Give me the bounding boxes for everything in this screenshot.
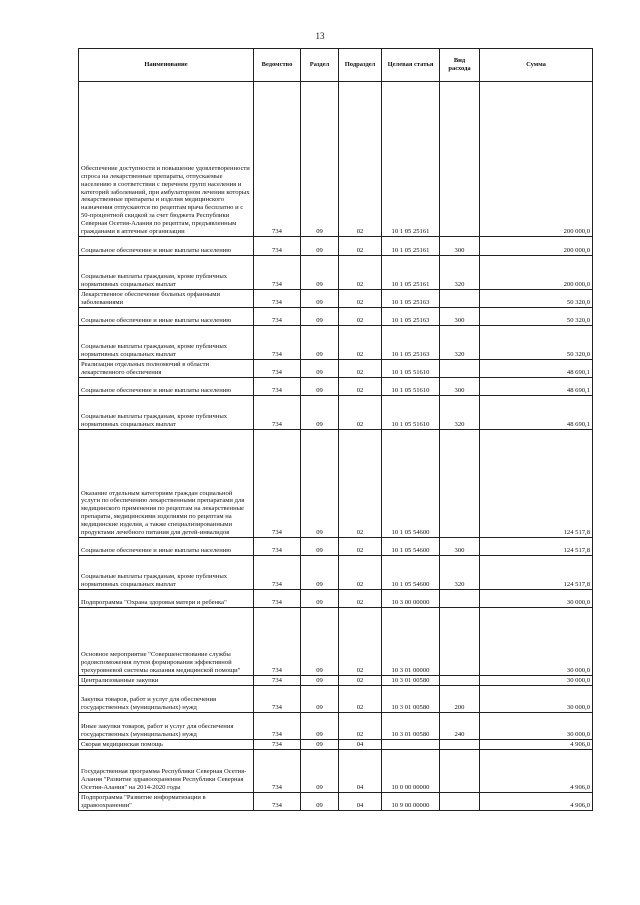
- cell-name: [79, 378, 254, 396]
- cell-podrazdel: 02: [339, 538, 382, 556]
- cell-summa: 48 690,1: [480, 360, 593, 378]
- cell-vedomstvo: 734: [254, 750, 301, 793]
- cell-summa: 50 320,0: [480, 308, 593, 326]
- row-name-text: Лекарственное обеспечение больных орфанными заболеваниями: [81, 291, 220, 307]
- cell-razdel: 09: [301, 430, 339, 538]
- cell-podrazdel: 02: [339, 686, 382, 713]
- cell-vid: 240: [440, 713, 480, 740]
- table-header-row: [79, 49, 593, 82]
- cell-summa: 4 906,0: [480, 740, 593, 750]
- cell-statya: 10 1 05 51610: [382, 378, 440, 396]
- cell-name: [79, 676, 254, 686]
- table-row: [79, 326, 593, 360]
- cell-podrazdel: 02: [339, 256, 382, 290]
- page-number: 13: [315, 31, 325, 41]
- cell-podrazdel: 02: [339, 82, 382, 237]
- row-name-text: Социальное обеспечение и иные выплаты населению: [81, 247, 232, 255]
- budget-table: [78, 48, 593, 811]
- cell-vedomstvo: 734: [254, 256, 301, 290]
- table-row: [79, 290, 593, 308]
- header-podrazdel: Подраздел: [339, 49, 382, 82]
- cell-statya: 10 3 01 00580: [382, 713, 440, 740]
- cell-razdel: 09: [301, 396, 339, 430]
- cell-vid: [440, 740, 480, 750]
- cell-podrazdel: 04: [339, 750, 382, 793]
- cell-summa: 30 000,0: [480, 608, 593, 676]
- row-name-text: Закупка товаров, работ и услуг для обеспечения государственных (муниципальных) нужд: [81, 696, 217, 712]
- cell-vedomstvo: 734: [254, 308, 301, 326]
- table-row: [79, 378, 593, 396]
- cell-vedomstvo: 734: [254, 608, 301, 676]
- cell-summa: 200 000,0: [480, 256, 593, 290]
- table-row: [79, 713, 593, 740]
- cell-vedomstvo: 734: [254, 793, 301, 811]
- cell-name: [79, 237, 254, 256]
- row-name-text: Основное мероприятие "Совершенствование службы родовспоможения путем формирования эффективной трехуровневой системы оказания медицинской помощи": [81, 651, 241, 675]
- cell-razdel: 09: [301, 82, 339, 237]
- row-name-text: Иные закупки товаров, работ и услуг для обеспечения государственных (муниципальных) нужд: [81, 723, 234, 739]
- row-name-text: Социальное обеспечение и иные выплаты населению: [81, 547, 232, 555]
- row-name-text: Государственная программа Республики Северная Осетия-Алания "Развитие здравоохранения Республики Северная Осетия-Алания" на 2014-2020 годы: [81, 768, 247, 792]
- row-name-text: Социальные выплаты гражданам, кроме публичных нормативных социальных выплат: [81, 273, 228, 289]
- cell-vedomstvo: 734: [254, 396, 301, 430]
- cell-vid: [440, 793, 480, 811]
- cell-vid: 320: [440, 396, 480, 430]
- cell-name: [79, 740, 254, 750]
- cell-razdel: 09: [301, 538, 339, 556]
- cell-name: [79, 430, 254, 538]
- cell-razdel: 09: [301, 686, 339, 713]
- cell-name: [79, 256, 254, 290]
- row-name-text: Социальные выплаты гражданам, кроме публичных нормативных социальных выплат: [81, 413, 228, 429]
- cell-statya: 10 1 05 25163: [382, 290, 440, 308]
- row-name-text: Скорая медицинская помощь: [81, 741, 163, 749]
- cell-summa: 4 906,0: [480, 793, 593, 811]
- cell-vid: 320: [440, 556, 480, 590]
- cell-name: [79, 396, 254, 430]
- cell-razdel: 09: [301, 590, 339, 608]
- cell-razdel: 09: [301, 290, 339, 308]
- cell-razdel: 09: [301, 750, 339, 793]
- cell-vedomstvo: 734: [254, 590, 301, 608]
- cell-name: [79, 713, 254, 740]
- cell-summa: 124 517,8: [480, 538, 593, 556]
- cell-podrazdel: 02: [339, 676, 382, 686]
- cell-podrazdel: 02: [339, 378, 382, 396]
- row-name-text: Реализация отдельных полномочий в области лекарственного обеспечения: [81, 361, 210, 377]
- table-row: [79, 686, 593, 713]
- cell-name: [79, 590, 254, 608]
- cell-vid: [440, 290, 480, 308]
- cell-vedomstvo: 734: [254, 713, 301, 740]
- header-vedomstvo: Ведомство: [254, 49, 301, 82]
- header-vid: Вид расхода: [440, 49, 480, 82]
- cell-podrazdel: 02: [339, 290, 382, 308]
- table-row: [79, 237, 593, 256]
- cell-vedomstvo: 734: [254, 430, 301, 538]
- cell-name: [79, 793, 254, 811]
- cell-vid: [440, 750, 480, 793]
- cell-vid: 200: [440, 686, 480, 713]
- cell-razdel: 09: [301, 740, 339, 750]
- table-row: [79, 308, 593, 326]
- header-summa: Сумма: [480, 49, 593, 82]
- cell-vedomstvo: 734: [254, 686, 301, 713]
- cell-name: [79, 326, 254, 360]
- row-name-text: Социальные выплаты гражданам, кроме публичных нормативных социальных выплат: [81, 343, 228, 359]
- cell-statya: 10 3 01 00000: [382, 608, 440, 676]
- cell-vid: 300: [440, 378, 480, 396]
- row-name-text: Социальное обеспечение и иные выплаты населению: [81, 317, 232, 325]
- table-row: [79, 256, 593, 290]
- cell-vid: [440, 608, 480, 676]
- table-row: [79, 396, 593, 430]
- cell-summa: 124 517,8: [480, 556, 593, 590]
- cell-statya: 10 1 05 25161: [382, 256, 440, 290]
- cell-vedomstvo: 734: [254, 378, 301, 396]
- cell-statya: 10 1 05 25163: [382, 308, 440, 326]
- table-body: [79, 82, 593, 811]
- cell-vid: 300: [440, 237, 480, 256]
- row-name-text: Обеспечение доступности и повышение удовлетворенности спроса на лекарственные препараты, отпускаемые населению в соответствии с перечнем групп населения и категорий заболеваний, при амбулаторном лечении которых лекарственные препараты и изделия медицинского назначения отпускаются по рецептам врача бесплатно и с 50-процентной скидкой за счет бюджета Республики Северная Осетия-Алания по рецептам, предъявленным гражданами в аптечные организации: [81, 164, 250, 236]
- cell-summa: 200 000,0: [480, 237, 593, 256]
- cell-vedomstvo: 734: [254, 538, 301, 556]
- cell-statya: 10 9 00 00000: [382, 793, 440, 811]
- cell-vedomstvo: 734: [254, 326, 301, 360]
- cell-vedomstvo: 734: [254, 290, 301, 308]
- row-name-text: Оказание отдельным категориям граждан социальной услуги по обеспечению лекарственными препаратами для медицинского применения по рецептам на лекарственные препараты, медицинскими изделиями по рецептам на медицинские изделия, а также специализированными продуктами лечебного питания для детей-инвалидов: [81, 489, 245, 537]
- cell-vid: [440, 360, 480, 378]
- cell-statya: 10 1 05 54600: [382, 556, 440, 590]
- cell-podrazdel: 02: [339, 326, 382, 360]
- table-row: [79, 430, 593, 538]
- cell-vid: 300: [440, 308, 480, 326]
- cell-name: [79, 290, 254, 308]
- table-row: [79, 740, 593, 750]
- cell-statya: 10 1 05 25161: [382, 82, 440, 237]
- cell-summa: 200 000,0: [480, 82, 593, 237]
- cell-statya: 10 3 01 00580: [382, 676, 440, 686]
- cell-statya: 10 1 05 54600: [382, 538, 440, 556]
- cell-podrazdel: 02: [339, 590, 382, 608]
- cell-summa: 4 906,0: [480, 750, 593, 793]
- cell-statya: 10 1 05 25161: [382, 237, 440, 256]
- cell-name: [79, 556, 254, 590]
- cell-podrazdel: 02: [339, 360, 382, 378]
- cell-razdel: 09: [301, 360, 339, 378]
- cell-statya: 10 1 05 25163: [382, 326, 440, 360]
- cell-razdel: 09: [301, 676, 339, 686]
- cell-name: [79, 750, 254, 793]
- cell-podrazdel: 02: [339, 308, 382, 326]
- cell-razdel: 09: [301, 326, 339, 360]
- cell-name: [79, 308, 254, 326]
- cell-razdel: 09: [301, 793, 339, 811]
- row-name-text: Социальные выплаты гражданам, кроме публичных нормативных социальных выплат: [81, 573, 228, 589]
- cell-summa: 30 000,0: [480, 713, 593, 740]
- table-row: [79, 750, 593, 793]
- cell-summa: 50 320,0: [480, 326, 593, 360]
- cell-vedomstvo: 734: [254, 740, 301, 750]
- cell-name: [79, 608, 254, 676]
- table-row: [79, 556, 593, 590]
- row-name-text: Подпрограмма "Развитие информатизации в здравоохранении": [81, 794, 206, 810]
- cell-summa: 48 690,1: [480, 396, 593, 430]
- cell-razdel: 09: [301, 237, 339, 256]
- table-row: [79, 608, 593, 676]
- header-name: Наименование: [79, 49, 254, 82]
- cell-podrazdel: 02: [339, 556, 382, 590]
- cell-vedomstvo: 734: [254, 676, 301, 686]
- cell-podrazdel: 02: [339, 396, 382, 430]
- cell-summa: 30 000,0: [480, 676, 593, 686]
- cell-name: [79, 538, 254, 556]
- cell-podrazdel: 02: [339, 430, 382, 538]
- cell-statya: 10 3 00 00000: [382, 590, 440, 608]
- cell-podrazdel: 02: [339, 237, 382, 256]
- cell-podrazdel: 04: [339, 793, 382, 811]
- table-row: [79, 538, 593, 556]
- cell-name: [79, 360, 254, 378]
- cell-vid: [440, 676, 480, 686]
- row-name-text: Социальное обеспечение и иные выплаты населению: [81, 387, 232, 395]
- cell-vid: 300: [440, 538, 480, 556]
- cell-razdel: 09: [301, 256, 339, 290]
- cell-summa: 48 690,1: [480, 378, 593, 396]
- cell-statya: 10 1 05 51610: [382, 360, 440, 378]
- cell-vedomstvo: 734: [254, 82, 301, 237]
- cell-vid: 320: [440, 326, 480, 360]
- cell-vid: [440, 430, 480, 538]
- cell-razdel: 09: [301, 378, 339, 396]
- table-row: [79, 793, 593, 811]
- cell-vid: [440, 590, 480, 608]
- cell-vedomstvo: 734: [254, 237, 301, 256]
- row-name-text: Централизованные закупки: [81, 677, 159, 685]
- row-name-text: Подпрограмма "Охрана здоровья матери и ребенка": [81, 599, 227, 607]
- cell-vedomstvo: 734: [254, 360, 301, 378]
- cell-vid: 320: [440, 256, 480, 290]
- cell-razdel: 09: [301, 713, 339, 740]
- cell-statya: [382, 740, 440, 750]
- header-statya: Целевая статья: [382, 49, 440, 82]
- cell-summa: 50 320,0: [480, 290, 593, 308]
- cell-summa: 124 517,8: [480, 430, 593, 538]
- table-row: [79, 676, 593, 686]
- cell-summa: 30 000,0: [480, 686, 593, 713]
- header-razdel: Раздел: [301, 49, 339, 82]
- cell-name: [79, 82, 254, 237]
- cell-statya: 10 3 01 00580: [382, 686, 440, 713]
- cell-razdel: 09: [301, 556, 339, 590]
- table-row: [79, 82, 593, 237]
- table-row: [79, 590, 593, 608]
- cell-podrazdel: 02: [339, 713, 382, 740]
- cell-podrazdel: 04: [339, 740, 382, 750]
- cell-statya: 10 1 05 51610: [382, 396, 440, 430]
- cell-statya: 10 1 05 54600: [382, 430, 440, 538]
- cell-vid: [440, 82, 480, 237]
- cell-name: [79, 686, 254, 713]
- cell-summa: 30 000,0: [480, 590, 593, 608]
- cell-razdel: 09: [301, 608, 339, 676]
- cell-podrazdel: 02: [339, 608, 382, 676]
- cell-statya: 10 0 00 00000: [382, 750, 440, 793]
- table-row: [79, 360, 593, 378]
- cell-razdel: 09: [301, 308, 339, 326]
- cell-vedomstvo: 734: [254, 556, 301, 590]
